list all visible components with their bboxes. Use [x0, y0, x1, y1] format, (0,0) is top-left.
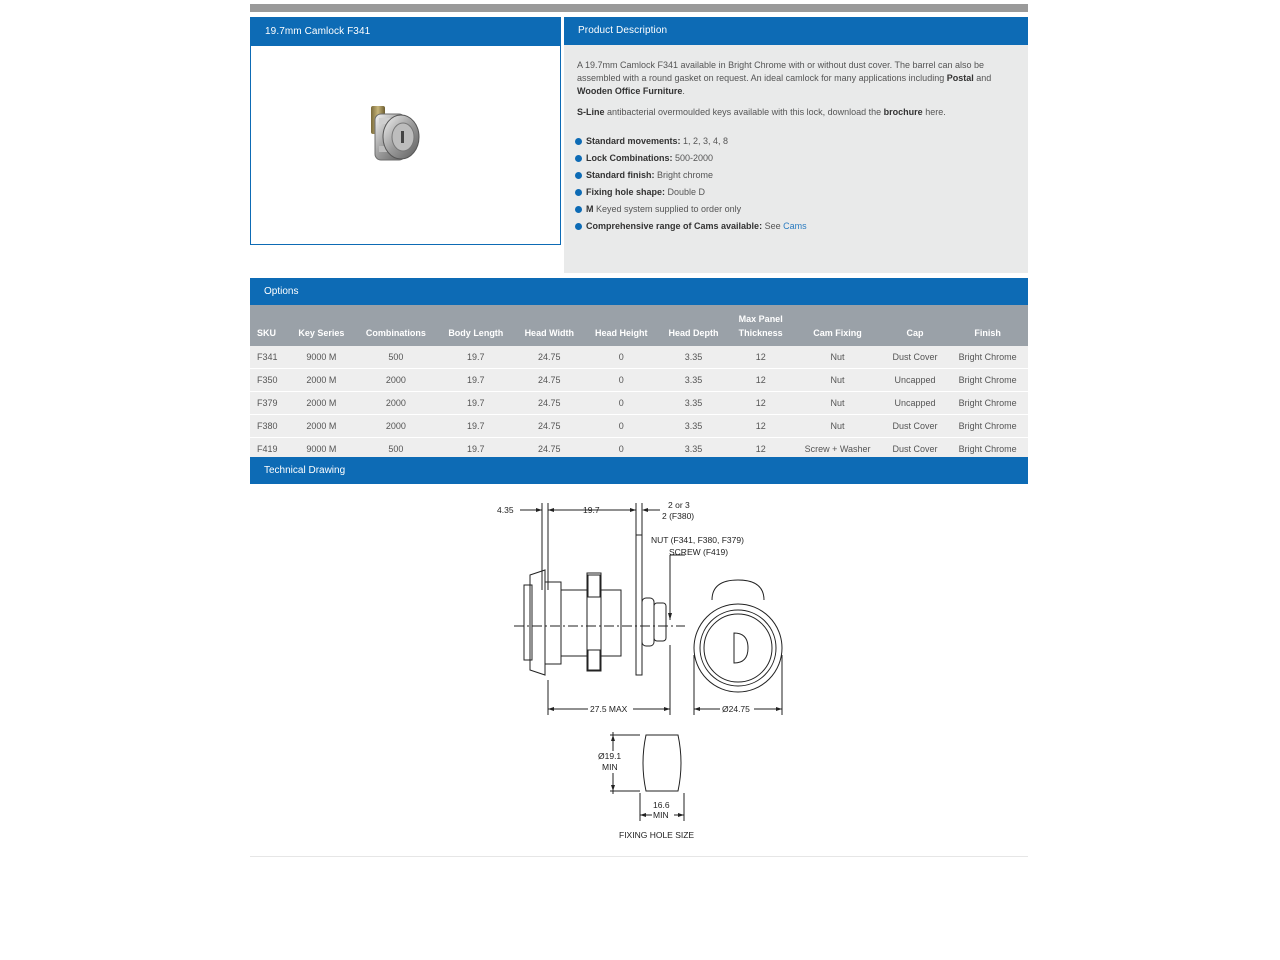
- feature-value: Keyed system supplied to order only: [593, 204, 742, 214]
- dim-4-35: 4.35: [497, 505, 514, 515]
- feature-label: M: [586, 204, 594, 214]
- dim-19-1: Ø19.1: [598, 751, 622, 761]
- table-cell: 0: [584, 369, 658, 392]
- dim-24-75: Ø24.75: [722, 704, 750, 714]
- col-finish: Finish: [974, 328, 1001, 338]
- table-cell: Bright Chrome: [947, 438, 1028, 461]
- table-cell: 0: [584, 346, 658, 369]
- feature-label: Standard finish:: [586, 170, 655, 180]
- table-row: [250, 415, 1028, 438]
- feature-item: [577, 167, 1010, 184]
- table-row: [250, 392, 1028, 415]
- table-row: [250, 369, 1028, 392]
- table-row: [250, 346, 1028, 369]
- table-cell: 0: [584, 438, 658, 461]
- col-max-panel-line1: Max Panel: [738, 314, 783, 324]
- table-cell: Uncapped: [883, 392, 948, 415]
- table-cell: 2000: [354, 369, 437, 392]
- table-cell: Bright Chrome: [947, 392, 1028, 415]
- table-cell: Dust Cover: [883, 415, 948, 438]
- table-cell: Nut: [792, 415, 882, 438]
- desc-bold-sline: S-Line: [577, 107, 605, 117]
- table-cell: 12: [729, 369, 792, 392]
- description-body: [564, 45, 1028, 235]
- table-cell: 0: [584, 392, 658, 415]
- table-cell: 9000 M: [288, 438, 354, 461]
- table-cell: 19.7: [437, 415, 514, 438]
- table-cell: 24.75: [514, 438, 584, 461]
- col-head-height: Head Height: [594, 328, 648, 338]
- dim-2-f380: 2 (F380): [662, 511, 695, 521]
- desc-text: A 19.7mm Camlock F341 available in Bright Chrome with or without dust cover. The barrel can also be assembled with a round gasket on request. An ideal camlock for many applications including: [577, 60, 985, 83]
- table-cell: 24.75: [514, 346, 584, 369]
- table-cell: 3.35: [658, 438, 729, 461]
- table-cell: 2000 M: [288, 392, 354, 415]
- table-cell: 12: [729, 415, 792, 438]
- description-paragraph-2: [577, 106, 1010, 119]
- product-title: 19.7mm Camlock F341: [251, 18, 560, 46]
- table-cell: 19.7: [437, 392, 514, 415]
- feature-value: 500-2000: [672, 153, 714, 163]
- table-cell: 12: [729, 346, 792, 369]
- fixing-hole-label: FIXING HOLE SIZE: [619, 830, 695, 840]
- table-cell: Nut: [792, 369, 882, 392]
- feature-item: [577, 184, 1010, 201]
- table-cell: 2000 M: [288, 415, 354, 438]
- desc-text: antibacterial overmoulded keys available with this lock, download the: [604, 107, 884, 117]
- screw-label: SCREW (F419): [669, 547, 729, 557]
- table-cell: 24.75: [514, 369, 584, 392]
- technical-drawing-header: Technical Drawing: [250, 457, 1028, 484]
- table-cell: Dust Cover: [883, 438, 948, 461]
- col-head-depth: Head Depth: [668, 328, 719, 338]
- dim-19-1-min: MIN: [602, 762, 618, 772]
- table-cell: Dust Cover: [883, 346, 948, 369]
- feature-label: Standard movements:: [586, 136, 681, 146]
- table-cell: 3.35: [658, 392, 729, 415]
- dim-2-or-3: 2 or 3: [668, 500, 690, 510]
- table-cell: Nut: [792, 346, 882, 369]
- table-cell: F341: [250, 346, 288, 369]
- dim-16-6: 16.6: [653, 800, 670, 810]
- col-sku: SKU: [257, 328, 277, 338]
- col-key-series: Key Series: [298, 328, 345, 338]
- table-cell: 9000 M: [288, 346, 354, 369]
- col-cap: Cap: [906, 328, 924, 338]
- dim-27-5-max: 27.5 MAX: [590, 704, 628, 714]
- table-cell: 0: [584, 415, 658, 438]
- table-cell: F380: [250, 415, 288, 438]
- table-cell: 2000: [354, 415, 437, 438]
- col-head-width: Head Width: [524, 328, 574, 338]
- feature-list: [577, 133, 1010, 235]
- description-paragraph-1: [577, 59, 1010, 98]
- product-image: [251, 46, 560, 244]
- description-panel: [564, 17, 1028, 273]
- col-body-length: Body Length: [448, 328, 504, 338]
- dim-16-6-min: MIN: [653, 810, 669, 820]
- feature-value: Bright chrome: [654, 170, 714, 180]
- table-cell: 24.75: [514, 415, 584, 438]
- feature-label: Fixing hole shape:: [586, 187, 666, 197]
- table-cell: 2000 M: [288, 369, 354, 392]
- table-cell: F379: [250, 392, 288, 415]
- description-header: Product Description: [564, 17, 1028, 45]
- feature-item: [577, 218, 1010, 235]
- feature-value: Double D: [665, 187, 706, 197]
- table-cell: 12: [729, 438, 792, 461]
- nut-label: NUT (F341, F380, F379): [651, 535, 744, 545]
- table-cell: 24.75: [514, 392, 584, 415]
- table-cell: 3.35: [658, 369, 729, 392]
- bottom-divider: [250, 856, 1028, 857]
- col-max-panel: [729, 305, 792, 346]
- table-cell: 12: [729, 392, 792, 415]
- desc-bold-postal: Postal: [946, 73, 974, 83]
- table-cell: Uncapped: [883, 369, 948, 392]
- table-cell: F419: [250, 438, 288, 461]
- table-cell: Screw + Washer: [792, 438, 882, 461]
- feature-label: Comprehensive range of Cams available:: [586, 221, 763, 231]
- table-cell: Bright Chrome: [947, 415, 1028, 438]
- technical-drawing: [490, 495, 790, 845]
- table-cell: 2000: [354, 392, 437, 415]
- table-cell: Bright Chrome: [947, 369, 1028, 392]
- product-card: [250, 17, 561, 245]
- options-header-row: [250, 305, 1028, 346]
- table-cell: 3.35: [658, 415, 729, 438]
- table-cell: 3.35: [658, 346, 729, 369]
- table-cell: 19.7: [437, 438, 514, 461]
- table-cell: 19.7: [437, 346, 514, 369]
- dim-19-7: 19.7: [583, 505, 600, 515]
- feature-item: [577, 201, 1010, 218]
- top-divider-bar: [250, 4, 1028, 12]
- feature-item: [577, 133, 1010, 150]
- col-combinations: Combinations: [365, 328, 426, 338]
- desc-text: and: [973, 73, 992, 83]
- table-cell: 500: [354, 346, 437, 369]
- desc-bold-furniture: Wooden Office Furniture: [577, 86, 683, 96]
- options-table: [250, 305, 1028, 461]
- table-cell: Bright Chrome: [947, 346, 1028, 369]
- feature-label: Lock Combinations:: [586, 153, 673, 163]
- col-max-panel-line2: Thickness: [738, 328, 783, 338]
- table-cell: 500: [354, 438, 437, 461]
- desc-text: .: [682, 86, 685, 96]
- cams-link[interactable]: Cams: [783, 221, 807, 231]
- feature-item: [577, 150, 1010, 167]
- options-header: Options: [250, 278, 1028, 305]
- desc-text: here.: [922, 107, 946, 117]
- feature-value: 1, 2, 3, 4, 8: [680, 136, 729, 146]
- table-cell: Nut: [792, 392, 882, 415]
- table-cell: F350: [250, 369, 288, 392]
- feature-value: See: [762, 221, 784, 231]
- table-cell: 19.7: [437, 369, 514, 392]
- brochure-link[interactable]: brochure: [883, 107, 923, 117]
- col-cam-fixing: Cam Fixing: [813, 328, 862, 338]
